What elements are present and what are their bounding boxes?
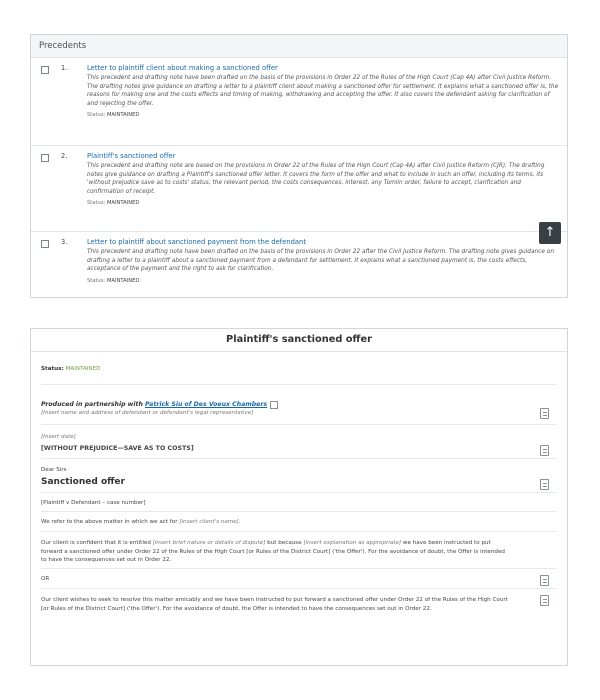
paragraph-1-end: . [238, 519, 241, 525]
divider [41, 531, 556, 532]
addressee-placeholder: [Insert name and address of defendant or defendant's legal representative] [41, 410, 254, 416]
document-icon[interactable] [540, 479, 549, 490]
partner-link[interactable]: Patrick Siu of Des Voeux Chambers [145, 401, 268, 408]
result-status-label: Status: [87, 277, 106, 284]
arrow-up-icon: ↑ [544, 225, 556, 240]
client-name-placeholder: [insert client's name] [179, 519, 239, 525]
without-prejudice-heading: [WITHOUT PREJUDICE—SAVE AS TO COSTS] [41, 445, 194, 452]
document-status [41, 366, 100, 372]
result-number: 3. [61, 238, 68, 246]
divider [41, 492, 556, 493]
result-status-label: Status: [87, 112, 106, 119]
result-description: This precedent and drafting note are based on the provisions in Order 22 of the Rules of the High Court (Cap 4A) after Civil Justice Reform (CJR). The drafting notes give guidance on drafting a Plaintiff's sanctioned offer letter. It covers the form of the offer and what to include in such an offer, including its terms, its 'without prejudice save as to costs' status, the relevant period, the costs consequences, interest, any Tomlin order, failure to accept, clarification and confirmation of receipt. [87, 163, 545, 195]
divider [41, 424, 556, 425]
result-item [31, 232, 567, 298]
partner-prefix: Produced in partnership with [41, 401, 146, 408]
section-heading: Sanctioned offer [41, 477, 125, 487]
document-icon[interactable] [540, 575, 549, 586]
document-icon[interactable] [540, 408, 549, 419]
result-status [87, 200, 559, 206]
result-item [31, 146, 567, 232]
result-checkbox[interactable] [41, 240, 49, 248]
divider [41, 384, 556, 385]
result-checkbox[interactable] [41, 66, 49, 74]
paragraph-2 [41, 539, 509, 565]
document-status-value: MAINTAINED [65, 366, 101, 372]
result-item [31, 58, 567, 146]
paragraph-2-text: Our client is confident that it is entitled [41, 540, 153, 546]
divider [41, 511, 556, 512]
date-placeholder: [Insert date] [41, 434, 76, 440]
result-title-link[interactable]: Plaintiff's sanctioned offer [87, 152, 176, 160]
salutation: Dear Sirs [41, 467, 67, 473]
document-status-label: Status: [41, 366, 64, 372]
result-status [87, 112, 559, 118]
paragraph-2-text: but because [265, 540, 304, 546]
result-status [87, 278, 559, 284]
result-checkbox[interactable] [41, 154, 49, 162]
precedents-panel [30, 34, 568, 298]
result-number: 2. [61, 152, 68, 160]
or-separator: OR [41, 576, 50, 582]
note-icon[interactable] [270, 401, 278, 409]
result-title-link[interactable]: Letter to plaintiff client about making a sanctioned offer [87, 64, 278, 72]
paragraph-3: Our client wishes to seek to resolve this matter amicably and we have been instructed to put forward a sanctioned offer under Order 22 of the Rules of the High Court [or Rules of the District Court] ('the Offer'). For the avoidance of doubt, the Offer is intended to have the consequences set out in Order 22. [41, 597, 508, 612]
partner-credit [41, 401, 278, 409]
explanation-placeholder: [insert explanation as appropriate] [303, 540, 402, 546]
paragraph-1 [41, 519, 241, 525]
divider [41, 568, 556, 569]
document-title: Plaintiff's sanctioned offer [31, 329, 567, 352]
result-status-value: MAINTAINED [106, 277, 140, 284]
document-icon[interactable] [540, 445, 549, 456]
precedents-header: Precedents [31, 35, 567, 58]
case-line: [Plaintiff v Defendant – case number] [41, 500, 146, 506]
result-number: 1. [61, 64, 68, 72]
result-description: This precedent and drafting note have been drafted on the basis of the provisions in Order 22 after the Civil Justice Reform. The drafting note gives guidance on drafting a letter to a plaintiff about a sanctioned payment from a defendant for settlement. It explains what a sanctioned payment is, the costs effects, acceptance of the payment and the right to ask for clarification. [87, 249, 555, 273]
result-description: This precedent and drafting note have been drafted on the basis of the provisions in Order 22 of the Rules of the High Court (Cap 4A) after Civil Justice Reform. The drafting notes give guidance on drafting a letter to a plaintiff client about making a sanctioned offer for settlement. It explains what a sanctioned offer is, the reasons for making one and the costs effects and timing of making, withdrawing and accepting the offer. It also covers the defendant asking for clarification of and rejecting the offer. [87, 75, 559, 107]
paragraph-2-text: we have been instructed to put forward a sanctioned offer under Order 22 of the Rules of the High Court [or Rules of the District Court] ('the Offer'). For the avoidance of doubt, the Offer is intended to have the consequences set out in Order 22. [41, 540, 505, 563]
document-panel [30, 328, 568, 666]
dispute-placeholder: [insert brief nature or details of dispute] [152, 540, 266, 546]
paragraph-1-text: We refer to the above matter in which we act for [41, 519, 180, 525]
result-title-link[interactable]: Letter to plaintiff about sanctioned payment from the defendant [87, 238, 307, 246]
result-status-value: MAINTAINED [106, 112, 140, 119]
back-to-top-button[interactable] [539, 222, 561, 244]
document-icon[interactable] [540, 595, 549, 606]
divider [41, 588, 556, 589]
divider [41, 458, 556, 459]
result-status-label: Status: [87, 200, 106, 207]
result-status-value: MAINTAINED [106, 200, 140, 207]
